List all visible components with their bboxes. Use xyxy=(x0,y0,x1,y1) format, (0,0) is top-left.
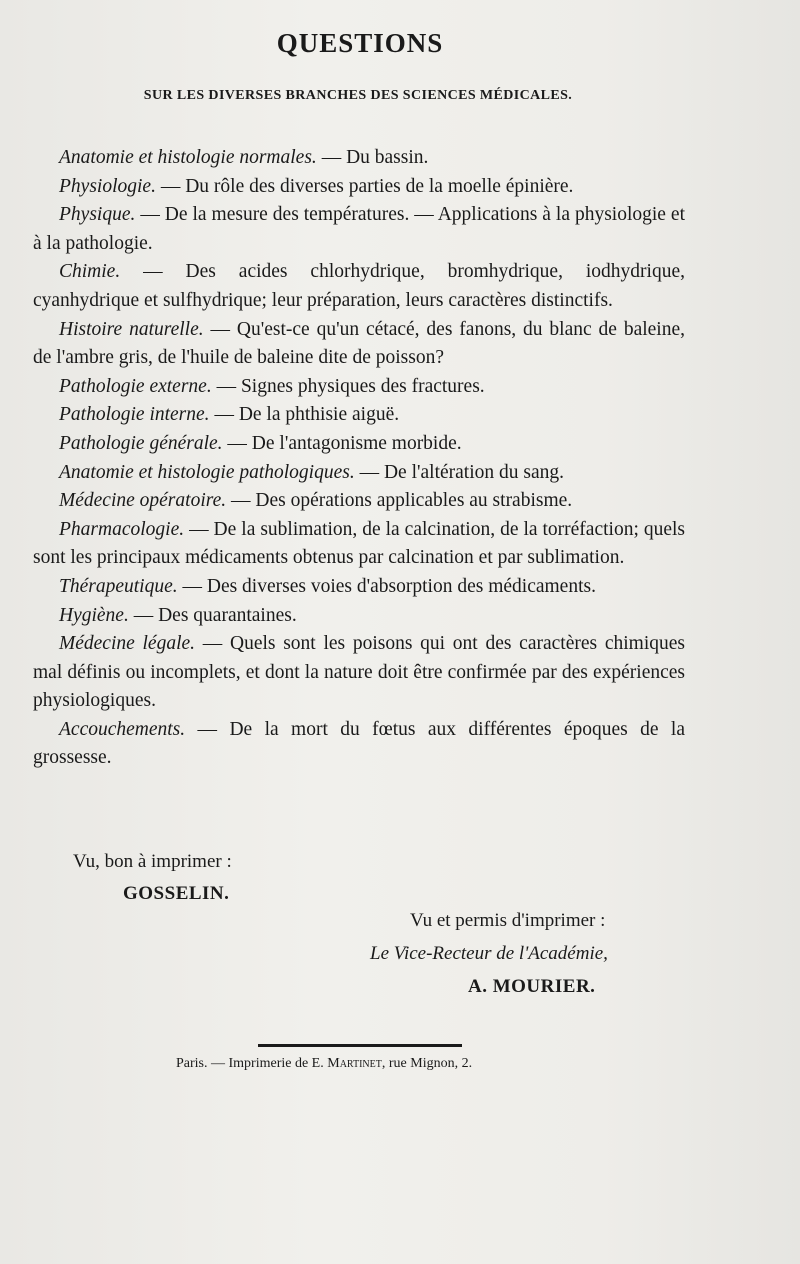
question-text: — De la mesure des températures. — Applications à la physiologie et à la pathologie. xyxy=(33,204,685,254)
question-subject: Anatomie et histologie pathologiques. xyxy=(59,461,355,483)
question-subject: Médecine légale. xyxy=(59,633,196,655)
question-item xyxy=(33,373,685,402)
question-item xyxy=(33,487,685,516)
question-text: — De l'altération du sang. xyxy=(354,461,565,483)
question-subject: Anatomie et histologie normales. xyxy=(59,147,317,168)
question-item xyxy=(33,716,685,773)
question-text: — Des opérations applicables au strabisme. xyxy=(226,490,573,512)
question-item xyxy=(33,630,685,716)
question-text: — De la sublimation, de la calcination, de la torréfaction; quels sont les principaux médicaments obtenus par calcination et par sublimation. xyxy=(33,518,685,569)
question-text: — Quels sont les poisons qui ont des caractères chimiques mal définis ou incomplets, et dont la nature doit être confirmée par des expériences physiologiques. xyxy=(33,633,685,712)
question-subject: Pathologie générale. xyxy=(59,432,223,454)
question-text: — Du rôle des diverses parties de la moelle épinière. xyxy=(155,175,574,197)
question-text: — Des quarantaines. xyxy=(128,604,297,626)
question-item xyxy=(33,316,685,373)
question-item xyxy=(33,516,685,573)
question-subject: Pathologie externe. xyxy=(59,375,212,397)
question-subject: Chimie. xyxy=(59,261,121,283)
question-item xyxy=(33,201,685,258)
question-subject: Pharmacologie. xyxy=(59,518,185,540)
visa-line: Vu, bon à imprimer : xyxy=(73,851,232,872)
question-text: — Qu'est-ce qu'un cétacé, des fanons, du blanc de baleine, de l'ambre gris, de l'huile de baleine dite de poisson? xyxy=(33,318,686,369)
question-item xyxy=(33,602,685,631)
visa-block xyxy=(73,846,232,910)
question-text: — Des acides chlorhydrique, bromhydrique, iodhydrique, cyanhydrique et sulfhydrique; leur préparation, leurs caractères distinctifs. xyxy=(33,261,685,311)
question-text: — De la phthisie aiguë. xyxy=(209,404,400,426)
question-subject: Pathologie interne. xyxy=(59,404,210,426)
question-item xyxy=(33,459,685,488)
page-subtitle: SUR LES DIVERSES BRANCHES DES SCIENCES MÉDICALES. xyxy=(143,88,573,103)
questions-list xyxy=(33,144,685,773)
permis-block xyxy=(370,904,670,1003)
page-title: QUESTIONS xyxy=(276,28,444,58)
question-text: — Signes physiques des fractures. xyxy=(211,375,485,397)
question-subject: Physiologie. xyxy=(59,175,156,197)
question-text: — Du bassin. xyxy=(316,147,429,168)
question-text: — Des diverses voies d'absorption des médicaments. xyxy=(177,575,596,597)
divider-rule xyxy=(258,1044,462,1047)
visa-signature: GOSSELIN. xyxy=(123,883,230,904)
question-item xyxy=(33,401,685,430)
question-subject: Histoire naturelle. xyxy=(59,318,204,340)
question-item xyxy=(33,144,685,173)
printer-imprint xyxy=(176,1056,472,1072)
question-subject: Médecine opératoire. xyxy=(59,490,227,512)
question-item xyxy=(33,258,685,315)
imprint-suffix: , rue Mignon, 2. xyxy=(381,1056,473,1071)
question-text: — De la mort du fœtus aux différentes époques de la grossesse. xyxy=(33,718,685,769)
question-subject: Physique. xyxy=(59,204,136,226)
question-text: — De l'antagonisme morbide. xyxy=(222,432,462,454)
permis-role: Le Vice-Recteur de l'Académie, xyxy=(370,943,608,964)
question-item xyxy=(33,430,685,459)
permis-signature: A. MOURIER. xyxy=(468,976,596,997)
imprint-printer: Martinet xyxy=(327,1056,382,1071)
question-subject: Hygiène. xyxy=(59,604,129,626)
permis-line: Vu et permis d'imprimer : xyxy=(410,910,606,931)
question-item xyxy=(33,173,685,202)
imprint-prefix: Paris. — Imprimerie de E. xyxy=(176,1056,328,1071)
question-subject: Accouchements. xyxy=(59,718,186,740)
question-subject: Thérapeutique. xyxy=(59,575,178,597)
question-item xyxy=(33,573,685,602)
